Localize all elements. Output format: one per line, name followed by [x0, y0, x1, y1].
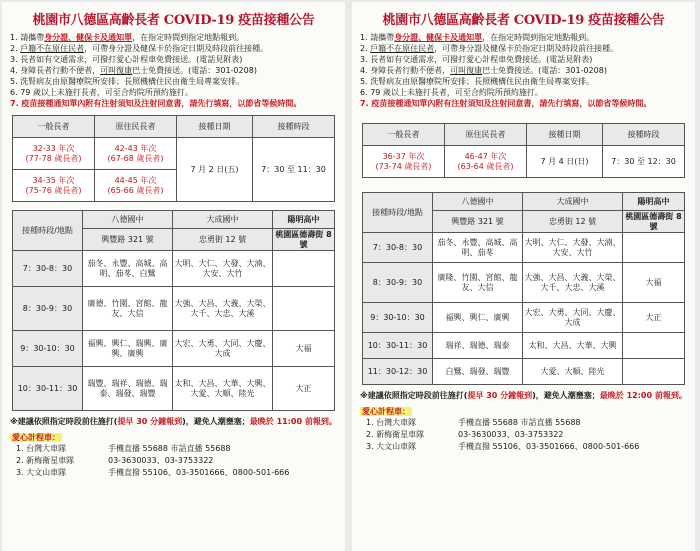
site-addr: 桃園區德壽街 8 號 [623, 211, 685, 233]
poster-left [2, 2, 345, 551]
cell-indigenous-age: 46-47 年次 (63-64 歲長者) [445, 146, 527, 178]
slot-villages: 大福 [273, 331, 335, 367]
site-table [362, 192, 685, 385]
poster-right [352, 2, 695, 551]
slot-time: 8：30-9：30 [363, 263, 433, 303]
cell-time: 7：30 至 12：30 [603, 146, 685, 178]
footnote: ※建議依照指定時段前往施打(提早 30 分鐘報到)，避免人潮壅塞；最晚於 11:00 前報到。 [10, 417, 337, 426]
site-name: 陽明高中 [273, 211, 335, 229]
slot-villages: 大宏、大勇、大同、大慶、大成 [523, 303, 623, 333]
cell-general-age: 34-35 年次 (75-76 歲長者) [13, 170, 95, 202]
notice-item: 2. 戶籍不在原住民者，可帶身分證及健保卡於指定日期及時段前往接種。 [360, 44, 619, 53]
notice-item: 5. 洗腎病友由原醫療院所安排；長照機構住民由衛生局專案安排。 [360, 77, 595, 86]
footnote: ※建議依照指定時段前往施打(提早 30 分鐘報到)，避免人潮壅塞；最晚於 12:00 前報到。 [360, 391, 687, 400]
cell-indigenous-age: 44-45 年次 (65-66 歲長者) [95, 170, 177, 202]
col-header: 接種日期 [527, 124, 603, 146]
notice-item: 2. 戶籍不在原住民者，可帶身分證及健保卡於指定日期及時段前往接種。 [10, 44, 269, 53]
slot-villages: 大正 [273, 367, 335, 411]
slot-villages: 廣德、竹園、宮館、龍友、大信 [83, 287, 173, 331]
slot-villages: 大強、大昌、大義、大榮、大千、大忠、大溪 [173, 287, 273, 331]
site-addr: 興豐路 321 號 [433, 211, 523, 233]
site-name: 八德國中 [83, 211, 173, 229]
notice-list [2, 32, 345, 109]
site-name: 大成國中 [173, 211, 273, 229]
taxi-item: 3. 大文山車隊 手機直撥 55106、03-3501666、0800-501-666 [366, 442, 640, 451]
notice-item: 1. 請攜帶身分證、健保卡及通知單，在指定時間到指定地點報到。 [360, 33, 595, 42]
site-name: 大成國中 [523, 193, 623, 211]
cell-time: 7：30 至 11：30 [253, 138, 335, 202]
slot-villages [623, 333, 685, 359]
slot-villages: 大宏、大勇、大同、大慶、大成 [173, 331, 273, 367]
slot-villages: 茄冬、永豐、高城、高明、茄苳、白鷺 [83, 251, 173, 287]
col-header: 接種日期 [177, 116, 253, 138]
slot-time: 9：30-10：30 [13, 331, 83, 367]
site-addr: 興豐路 321 號 [83, 229, 173, 251]
col-header: 一般長者 [363, 124, 445, 146]
slot-villages: 大正 [623, 303, 685, 333]
slot-villages: 大明、大仁、大發、大湳、大安、大竹 [523, 233, 623, 263]
poster-title: 桃園市八德區高齡長者 COVID-19 疫苗接種公告 [32, 13, 315, 28]
slot-villages: 太和、大昌、大華、大興 [523, 333, 623, 359]
cell-indigenous-age: 42-43 年次 (67-68 歲長者) [95, 138, 177, 170]
schedule-table [12, 115, 335, 202]
slot-villages: 大明、大仁、大發、大湳、大安、大竹 [173, 251, 273, 287]
site-addr: 忠勇街 12 號 [523, 211, 623, 233]
slot-villages: 瑞豐、瑞祥、瑞德、瑞泰、瑞發、瑞豐 [83, 367, 173, 411]
taxi-item: 2. 新梅衛星車隊 03-3630033、03-3753322 [366, 430, 564, 439]
col-header: 原住民長者 [95, 116, 177, 138]
notice-item: 5. 洗腎病友由原醫療院所安排；長照機構住民由衛生局專案安排。 [10, 77, 245, 86]
cell-general-age: 32-33 年次 (77-78 歲長者) [13, 138, 95, 170]
site-addr: 忠勇街 12 號 [173, 229, 273, 251]
notice-item: 1. 請攜帶身分證、健保卡及通知單，在指定時間到指定地點報到。 [10, 33, 245, 42]
slot-villages: 大愛、大順、陸光 [523, 359, 623, 385]
slot-time: 8：30-9：30 [13, 287, 83, 331]
site-name: 八德國中 [433, 193, 523, 211]
schedule-table [362, 123, 685, 178]
cell-date: 7 月 2 日(五) [177, 138, 253, 202]
poster-title: 桃園市八德區高齡長者 COVID-19 疫苗接種公告 [382, 13, 665, 28]
col-header: 接種時段 [603, 124, 685, 146]
taxi-item: 1. 台灣大車隊 手機直播 55688 市話直播 55688 [366, 418, 581, 427]
notice-item: 7. 疫苗接種通知單內附有注射須知及注射同意書，請先行填寫，以節省等候時間。 [10, 99, 302, 108]
slot-villages: 太和、大昌、大華、大興、大愛、大順、陸光 [173, 367, 273, 411]
slot-time: 7：30-8：30 [13, 251, 83, 287]
notice-item: 4. 身障長者行動不便者，可叫復康巴士免費接送。(電話：301-0208) [360, 66, 607, 75]
notice-item: 4. 身障長者行動不便者，可叫復康巴士免費接送。(電話：301-0208) [10, 66, 257, 75]
cell-general-age: 36-37 年次 (73-74 歲長者) [363, 146, 445, 178]
site-table [12, 210, 335, 411]
slot-time: 7：30-8：30 [363, 233, 433, 263]
slot-time: 10：30-11：30 [363, 333, 433, 359]
slot-villages: 福興、興仁、瑞興、廣興、廣興 [83, 331, 173, 367]
cell-date: 7 月 4 日(日) [527, 146, 603, 178]
slot-villages [273, 287, 335, 331]
slot-time: 9：30-10：30 [363, 303, 433, 333]
col-header: 接種時段/地點 [13, 211, 83, 251]
slot-villages [623, 233, 685, 263]
notice-item: 7. 疫苗接種通知單內附有注射須知及注射同意書，請先行填寫，以節省等候時間。 [360, 99, 652, 108]
slot-villages [273, 251, 335, 287]
slot-villages: 福興、興仁、廣興 [433, 303, 523, 333]
slot-villages: 大福 [623, 263, 685, 303]
col-header: 原住民長者 [445, 124, 527, 146]
notice-item: 3. 長者如有交通需求，可撥打愛心計程車免費接送。(電話見附表) [360, 55, 593, 64]
taxi-item: 1. 台灣大車隊 手機直播 55688 市話直播 55688 [16, 444, 231, 453]
notice-item: 6. 79 歲以上未施打長者，可至合約院所預約施打。 [360, 88, 543, 97]
notice-item: 6. 79 歲以上未施打長者，可至合約院所預約施打。 [10, 88, 193, 97]
slot-villages: 廣隆、竹園、宮館、龍友、大信 [433, 263, 523, 303]
taxi-item: 3. 大文山車隊 手機直撥 55106、03-3501666、0800-501-666 [16, 468, 290, 477]
slot-time: 11：30-12：30 [363, 359, 433, 385]
slot-villages: 白鷺、瑞發、瑞豐 [433, 359, 523, 385]
taxi-title: 愛心計程車： [12, 433, 60, 442]
site-addr: 桃園區德壽街 8 號 [273, 229, 335, 251]
slot-villages: 茄冬、永豐、高城、高明、茄苳 [433, 233, 523, 263]
col-header: 一般長者 [13, 116, 95, 138]
col-header: 接種時段 [253, 116, 335, 138]
slot-time: 10：30-11：30 [13, 367, 83, 411]
taxi-item: 2. 新梅衛星車隊 03-3630033、03-3753322 [16, 456, 214, 465]
slot-villages [623, 359, 685, 385]
site-name: 陽明高中 [623, 193, 685, 211]
notice-list [352, 32, 695, 109]
col-header: 接種時段/地點 [363, 193, 433, 233]
slot-villages: 大強、大昌、大義、大榮、大千、大忠、大溪 [523, 263, 623, 303]
taxi-title: 愛心計程車： [362, 407, 410, 416]
slot-villages: 瑞祥、瑞德、瑞泰 [433, 333, 523, 359]
notice-item: 3. 長者如有交通需求，可撥打愛心計程車免費接送。(電話見附表) [10, 55, 243, 64]
